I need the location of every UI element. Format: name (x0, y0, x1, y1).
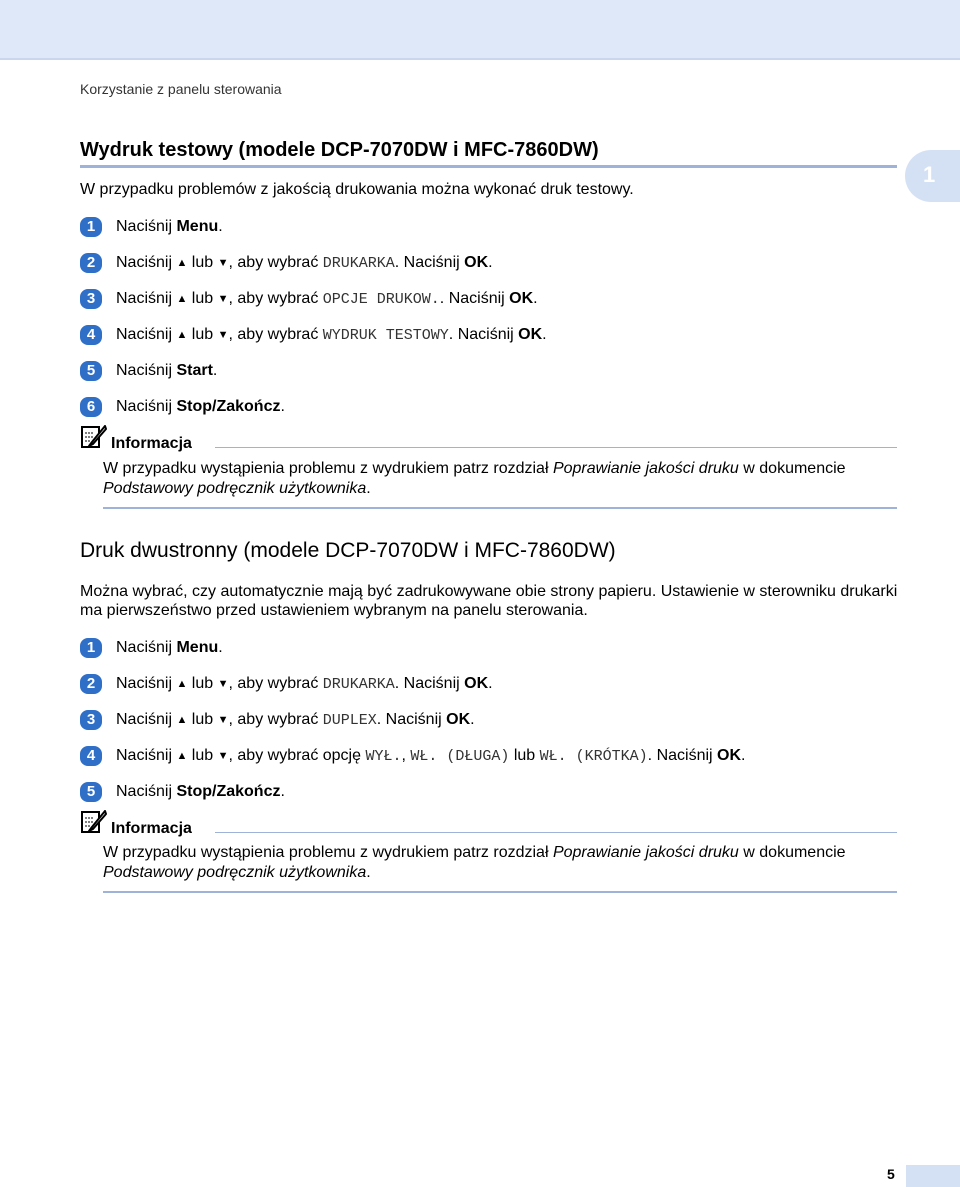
note-rule (215, 447, 897, 448)
down-arrow-icon: ▼ (217, 678, 229, 690)
down-arrow-icon: ▼ (217, 257, 229, 269)
up-arrow-icon: ▲ (176, 678, 188, 690)
step-text: Naciśnij Menu. (116, 218, 223, 235)
note-rule (215, 832, 897, 833)
step-number: 3 (80, 710, 102, 730)
note-title: Informacja (111, 820, 192, 837)
note-title: Informacja (111, 435, 192, 452)
note-pencil-icon (80, 424, 108, 450)
step-number: 5 (80, 782, 102, 802)
step-text: Naciśnij ▲ lub ▼, aby wybrać OPCJE DRUKOW.. Naciśnij OK. (116, 290, 538, 308)
section-rule (80, 165, 897, 168)
note-pencil-icon (80, 809, 108, 835)
up-arrow-icon: ▲ (176, 329, 188, 341)
note-text: W przypadku wystąpienia problemu z wydrukiem patrz rozdział Poprawianie jakości druku w dokumencie Podstawowy podręcznik użytkownika. (103, 844, 846, 881)
step-text: Naciśnij Start. (116, 362, 218, 379)
step-text: Naciśnij ▲ lub ▼, aby wybrać opcję WYŁ., WŁ. (DŁUGA) lub WŁ. (KRÓTKA). Naciśnij OK. (116, 747, 746, 765)
step-number: 6 (80, 397, 102, 417)
top-band (0, 0, 960, 60)
step-number: 4 (80, 746, 102, 766)
note-rule (103, 507, 897, 509)
step-text: Naciśnij ▲ lub ▼, aby wybrać DRUKARKA. Naciśnij OK. (116, 675, 493, 693)
down-arrow-icon: ▼ (217, 714, 229, 726)
up-arrow-icon: ▲ (176, 750, 188, 762)
section-title-duplex: Druk dwustronny (modele DCP-7070DW i MFC-7860DW) (80, 539, 616, 562)
up-arrow-icon: ▲ (176, 293, 188, 305)
page-number: 5 (887, 1166, 895, 1182)
section-intro: W przypadku problemów z jakością drukowania można wykonać druk testowy. (80, 181, 634, 198)
section-title-test-print: Wydruk testowy (modele DCP-7070DW i MFC-7860DW) (80, 139, 599, 161)
step-number: 3 (80, 289, 102, 309)
step-text: Naciśnij Menu. (116, 639, 223, 656)
step-number: 4 (80, 325, 102, 345)
step-text: Naciśnij Stop/Zakończ. (116, 398, 285, 415)
page-number-bar (906, 1165, 960, 1187)
step-number: 1 (80, 217, 102, 237)
step-text: Naciśnij ▲ lub ▼, aby wybrać DUPLEX. Naciśnij OK. (116, 711, 475, 729)
note-rule (103, 891, 897, 893)
running-header: Korzystanie z panelu sterowania (80, 81, 282, 97)
step-number: 2 (80, 674, 102, 694)
section-intro: Można wybrać, czy automatycznie mają być zadrukowywane obie strony papieru. Ustawienie w sterowniku drukarki ma pierwszeństwo przed ustawieniem wybranym na panelu sterowania. (80, 583, 898, 619)
up-arrow-icon: ▲ (176, 714, 188, 726)
step-number: 5 (80, 361, 102, 381)
down-arrow-icon: ▼ (217, 750, 229, 762)
note-text: W przypadku wystąpienia problemu z wydrukiem patrz rozdział Poprawianie jakości druku w dokumencie Podstawowy podręcznik użytkownika. (103, 460, 846, 497)
step-text: Naciśnij Stop/Zakończ. (116, 783, 285, 800)
step-text: Naciśnij ▲ lub ▼, aby wybrać WYDRUK TESTOWY. Naciśnij OK. (116, 326, 547, 344)
chapter-number: 1 (923, 162, 936, 187)
down-arrow-icon: ▼ (217, 329, 229, 341)
step-number: 2 (80, 253, 102, 273)
up-arrow-icon: ▲ (176, 257, 188, 269)
chapter-tab (905, 150, 960, 202)
step-number: 1 (80, 638, 102, 658)
down-arrow-icon: ▼ (217, 293, 229, 305)
step-text: Naciśnij ▲ lub ▼, aby wybrać DRUKARKA. Naciśnij OK. (116, 254, 493, 272)
